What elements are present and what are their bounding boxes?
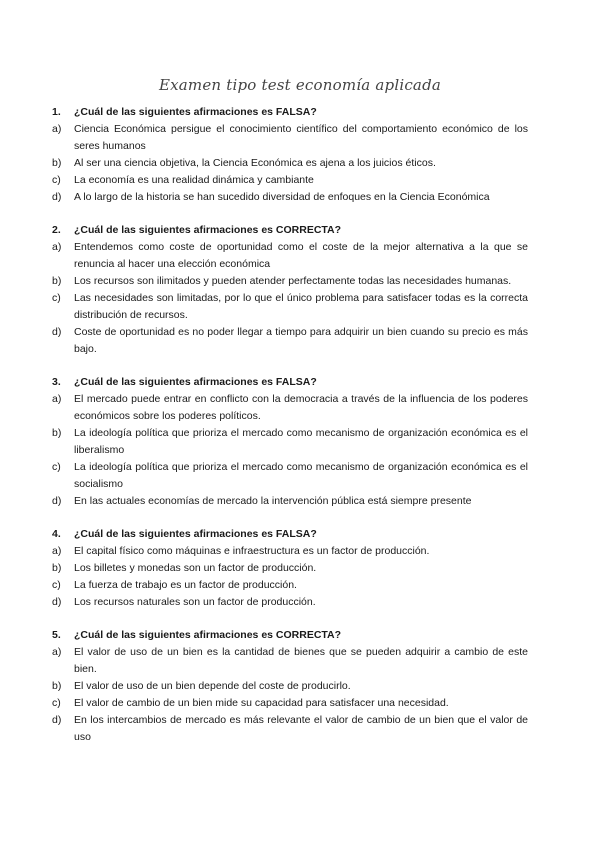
question-header (52, 526, 528, 543)
option-letter: b) (52, 275, 62, 287)
option-d (52, 189, 528, 206)
option-letter: c) (52, 697, 61, 709)
option-d (52, 493, 528, 510)
option-letter: b) (52, 680, 62, 692)
option-b (52, 560, 528, 577)
option-letter: a) (52, 545, 62, 557)
question-number: 3. (52, 376, 61, 388)
option-letter: b) (52, 562, 62, 574)
option-c (52, 172, 528, 189)
question-number: 4. (52, 528, 61, 540)
question-4 (52, 526, 528, 611)
option-b (52, 425, 528, 459)
question-text: ¿Cuál de las siguientes afirmaciones es FALSA? (74, 528, 317, 540)
question-number: 5. (52, 629, 61, 641)
option-letter: a) (52, 393, 62, 405)
option-letter: d) (52, 714, 62, 726)
option-text: A lo largo de la historia se han sucedido diversidad de enfoques en la Ciencia Económica (74, 191, 490, 203)
option-d (52, 594, 528, 611)
question-text: ¿Cuál de las siguientes afirmaciones es CORRECTA? (74, 629, 342, 641)
question-text: ¿Cuál de las siguientes afirmaciones es FALSA? (74, 376, 317, 388)
question-number: 1. (52, 106, 61, 118)
option-text: Los recursos son ilimitados y pueden atender perfectamente todas las necesidades humanas. (74, 275, 512, 287)
option-text: La ideología política que prioriza el mercado como mecanismo de organización económica es el socialismo (74, 461, 528, 490)
option-text: El mercado puede entrar en conflicto con la democracia a través de la influencia de los poderes económicos sobre los poderes políticos. (74, 393, 528, 422)
question-5 (52, 627, 528, 746)
option-text: El valor de uso de un bien es la cantidad de bienes que se pueden adquirir a cambio de este bien. (74, 646, 528, 675)
page-title: Examen tipo test economía aplicada (158, 76, 442, 94)
option-letter: d) (52, 495, 62, 507)
option-text: La fuerza de trabajo es un factor de producción. (74, 579, 297, 591)
option-text: Al ser una ciencia objetiva, la Ciencia Económica es ajena a los juicios éticos. (74, 157, 436, 169)
option-letter: c) (52, 174, 61, 186)
option-text: Las necesidades son limitadas, por lo que el único problema para satisfacer todas es la correcta distribución de recursos. (74, 292, 528, 321)
option-text: Coste de oportunidad es no poder llegar a tiempo para adquirir un bien cuando su precio es más bajo. (74, 326, 528, 355)
option-text: Entendemos como coste de oportunidad como el coste de la mejor alternativa a la que se renuncia al hacer una elección económica (74, 241, 528, 270)
option-d (52, 712, 528, 746)
option-a (52, 644, 528, 678)
question-header (52, 104, 528, 121)
option-a (52, 121, 528, 155)
option-c (52, 695, 528, 712)
option-text: La ideología política que prioriza el mercado como mecanismo de organización económica es el liberalismo (74, 427, 528, 456)
option-a (52, 239, 528, 273)
question-2 (52, 222, 528, 358)
option-text: El valor de uso de un bien depende del coste de producirlo. (74, 680, 351, 692)
option-text: El valor de cambio de un bien mide su capacidad para satisfacer una necesidad. (74, 697, 449, 709)
option-letter: d) (52, 191, 62, 203)
question-text: ¿Cuál de las siguientes afirmaciones es FALSA? (74, 106, 317, 118)
option-c (52, 290, 528, 324)
option-c (52, 577, 528, 594)
question-header (52, 374, 528, 391)
option-a (52, 391, 528, 425)
question-list (52, 104, 528, 746)
question-header (52, 627, 528, 644)
option-text: La economía es una realidad dinámica y cambiante (74, 174, 314, 186)
option-letter: a) (52, 123, 62, 135)
option-d (52, 324, 528, 358)
question-header (52, 222, 528, 239)
option-b (52, 273, 528, 290)
question-1 (52, 104, 528, 206)
option-letter: c) (52, 292, 61, 304)
question-3 (52, 374, 528, 510)
option-letter: a) (52, 241, 62, 253)
option-a (52, 543, 528, 560)
option-letter: d) (52, 596, 62, 608)
option-letter: b) (52, 427, 62, 439)
option-letter: b) (52, 157, 62, 169)
option-letter: d) (52, 326, 62, 338)
option-letter: c) (52, 461, 61, 473)
option-text: Ciencia Económica persigue el conocimiento científico del comportamiento económico de los seres humanos (74, 123, 528, 152)
option-text: Los billetes y monedas son un factor de producción. (74, 562, 317, 574)
option-letter: c) (52, 579, 61, 591)
question-number: 2. (52, 224, 61, 236)
option-text: Los recursos naturales son un factor de producción. (74, 596, 316, 608)
option-b (52, 155, 528, 172)
option-text: En los intercambios de mercado es más relevante el valor de cambio de un bien que el valor de uso (74, 714, 528, 743)
question-text: ¿Cuál de las siguientes afirmaciones es CORRECTA? (74, 224, 342, 236)
option-text: En las actuales economías de mercado la intervención pública está siempre presente (74, 495, 472, 507)
option-letter: a) (52, 646, 62, 658)
option-b (52, 678, 528, 695)
option-c (52, 459, 528, 493)
option-text: El capital físico como máquinas e infraestructura es un factor de producción. (74, 545, 430, 557)
